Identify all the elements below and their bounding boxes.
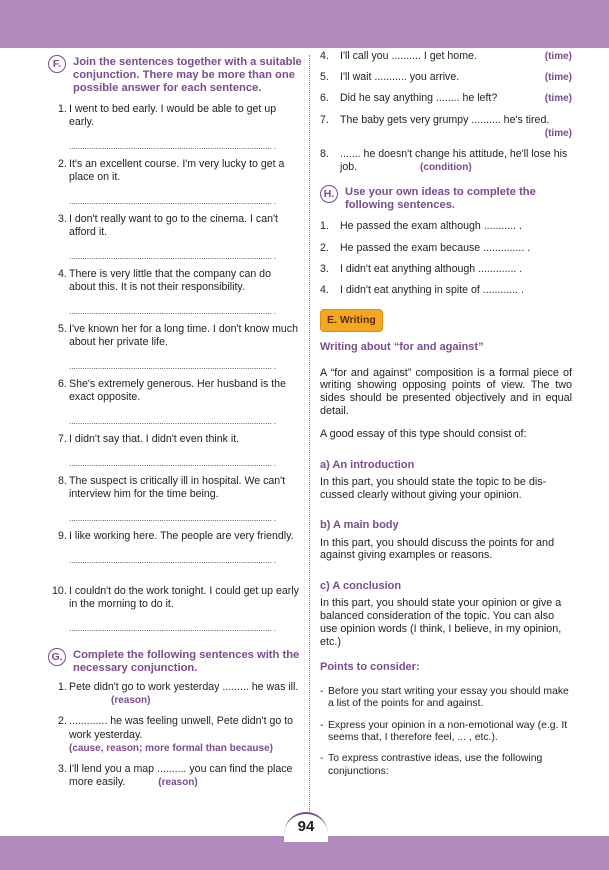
exercise-item: 6. She's extremely generous. Her husband is the exact opposite. ............................................................................................ . bbox=[48, 378, 306, 433]
answer-line[interactable]: ............................................................................................ . bbox=[69, 555, 276, 566]
exercise-item: 3. I'll lend you a map .......... you can find the place more easily. (reason) bbox=[58, 763, 293, 789]
exercise-item: 7. I didn't say that. I didn't even think it. ............................................................................................ . bbox=[48, 433, 306, 475]
part-title: c) A conclusion bbox=[320, 580, 402, 593]
section-h-badge: H. bbox=[320, 185, 338, 203]
grammar-hint: (reason) bbox=[158, 777, 198, 789]
answer-line[interactable]: ............................................................................................ . bbox=[69, 141, 276, 152]
right-column bbox=[320, 50, 572, 778]
top-banner bbox=[0, 0, 609, 48]
writing-consist: A good essay of this type should consist of: bbox=[320, 427, 527, 440]
answer-line[interactable]: ............................................................................................ . bbox=[69, 306, 276, 317]
answer-line[interactable]: ............................................................................................ . bbox=[69, 458, 276, 469]
left-column bbox=[48, 56, 306, 789]
exercise-item: 2. He passed the exam because .............. . bbox=[320, 241, 531, 254]
answer-line[interactable]: ............................................................................................ . bbox=[69, 251, 276, 262]
section-f-heading: F. Join the sentences together with a suitable conjunction. There may be more than one possible answer for each sentence. bbox=[48, 56, 306, 95]
section-g-list bbox=[48, 681, 306, 789]
grammar-hint: (reason) bbox=[111, 695, 151, 707]
answer-line[interactable]: ............................................................................................ . bbox=[69, 196, 276, 207]
answer-line[interactable]: ............................................................................................ . bbox=[69, 623, 276, 634]
exercise-item: 9. I like working here. The people are very friendly. ............................................................................................ . bbox=[48, 530, 306, 585]
section-g-heading: G. Complete the following sentences with the necessary conjunction. bbox=[48, 649, 306, 675]
part-text: In this part, you should state the topic to be dis- cussed clearly without giving your opinion. bbox=[320, 475, 547, 501]
exercise-item: 8. The suspect is critically ill in hospital. We can't interview him for the time being. ............................................................................................ . bbox=[48, 475, 306, 530]
exercise-item: 2. It's an excellent course. I'm very lucky to get a place on it. ............................................................................................ . bbox=[48, 158, 306, 213]
grammar-hint: (time) bbox=[544, 127, 572, 139]
exercise-item: 1. He passed the exam although ........... . bbox=[320, 220, 522, 233]
writing-section-badge: E. Writing bbox=[320, 309, 383, 332]
grammar-hint: (cause, reason; more formal than because) bbox=[69, 742, 273, 754]
point-item: - Express your opinion in a non-emotional way (e.g. It seems that, I therefore feel, ... , etc.). bbox=[320, 719, 568, 744]
section-g-badge: G. bbox=[48, 648, 66, 666]
writing-title: Writing about “for and against” bbox=[320, 341, 484, 354]
grammar-hint: (time) bbox=[544, 51, 572, 62]
part-title: b) A main body bbox=[320, 519, 399, 532]
exercise-item: 1. I went to bed early. I would be able to get up early. ............................................................................................ . bbox=[48, 103, 306, 158]
point-item: - Before you start writing your essay you should make a list of the points for and against. bbox=[320, 685, 569, 710]
page-number-tab bbox=[284, 812, 328, 842]
column-divider bbox=[309, 55, 310, 825]
exercise-item: 7. The baby gets very grumpy .......... he's tired. (time) bbox=[320, 113, 572, 139]
section-f-list bbox=[48, 103, 306, 645]
exercise-item: 2. ............. he was feeling unwell, Pete didn't go to work yesterday. (cause, reason; more formal than because) bbox=[58, 715, 294, 754]
grammar-hint: (condition) bbox=[420, 162, 472, 174]
exercise-item: 8. ....... he doesn't change his attitude, he'll lose his job. (condition) bbox=[320, 148, 568, 174]
exercise-item: 3. I didn't eat anything although ............. . bbox=[320, 262, 523, 275]
exercise-item: 5. I've known her for a long time. I don't know much about her private life. ............................................................................................ . bbox=[48, 323, 306, 378]
points-title: Points to consider: bbox=[320, 660, 420, 673]
point-item: - To express contrastive ideas, use the following conjunctions: bbox=[320, 753, 543, 777]
exercise-item: 6. Did he say anything ........ he left? (time) bbox=[320, 92, 572, 105]
answer-line[interactable]: ............................................................................................ . bbox=[69, 361, 276, 372]
section-h-heading: H. Use your own ideas to complete the following sentences. bbox=[320, 186, 572, 212]
grammar-hint: (time) bbox=[544, 72, 572, 84]
page-number: 94 bbox=[297, 818, 315, 835]
section-f-badge: F. bbox=[48, 55, 66, 73]
part-text: In this part, you should state your opinion or give a balanced consideration of the topic. You can also use opinion words (I think, I believe, in my opinion, etc.) bbox=[320, 597, 562, 648]
exercise-item: 5. I'll wait ........... you arrive. (time) bbox=[320, 71, 572, 84]
answer-line[interactable]: ............................................................................................ . bbox=[69, 513, 276, 524]
part-text: In this part, you should discuss the points for and against giving examples or reasons. bbox=[320, 536, 555, 562]
exercise-item: 4. I'll call you .......... I get home. (time) bbox=[320, 50, 572, 62]
exercise-item: 4. I didn't eat anything in spite of ............ . bbox=[320, 284, 524, 297]
exercise-item: 10. I couldn't do the work tonight. I could get up early in the morning to do it. ............................................................................................ . bbox=[48, 585, 306, 645]
exercise-item: 1. Pete didn't go to work yesterday ......... he was ill. (reason) bbox=[58, 681, 299, 707]
grammar-hint: (time) bbox=[544, 93, 572, 105]
writing-intro: A “for and against” composition is a formal piece of writing showing opposing points of view. The two sides should be presented objectively and in equal detail. bbox=[320, 366, 572, 418]
answer-line[interactable]: ............................................................................................ . bbox=[69, 416, 276, 427]
exercise-item: 4. There is very little that the company can do about this. It is not their responsibility. ............................................................................................ . bbox=[48, 268, 306, 323]
exercise-item: 3. I don't really want to go to the cinema. I can't afford it. ............................................................................................ . bbox=[48, 213, 306, 268]
part-title: a) An introduction bbox=[320, 458, 415, 471]
